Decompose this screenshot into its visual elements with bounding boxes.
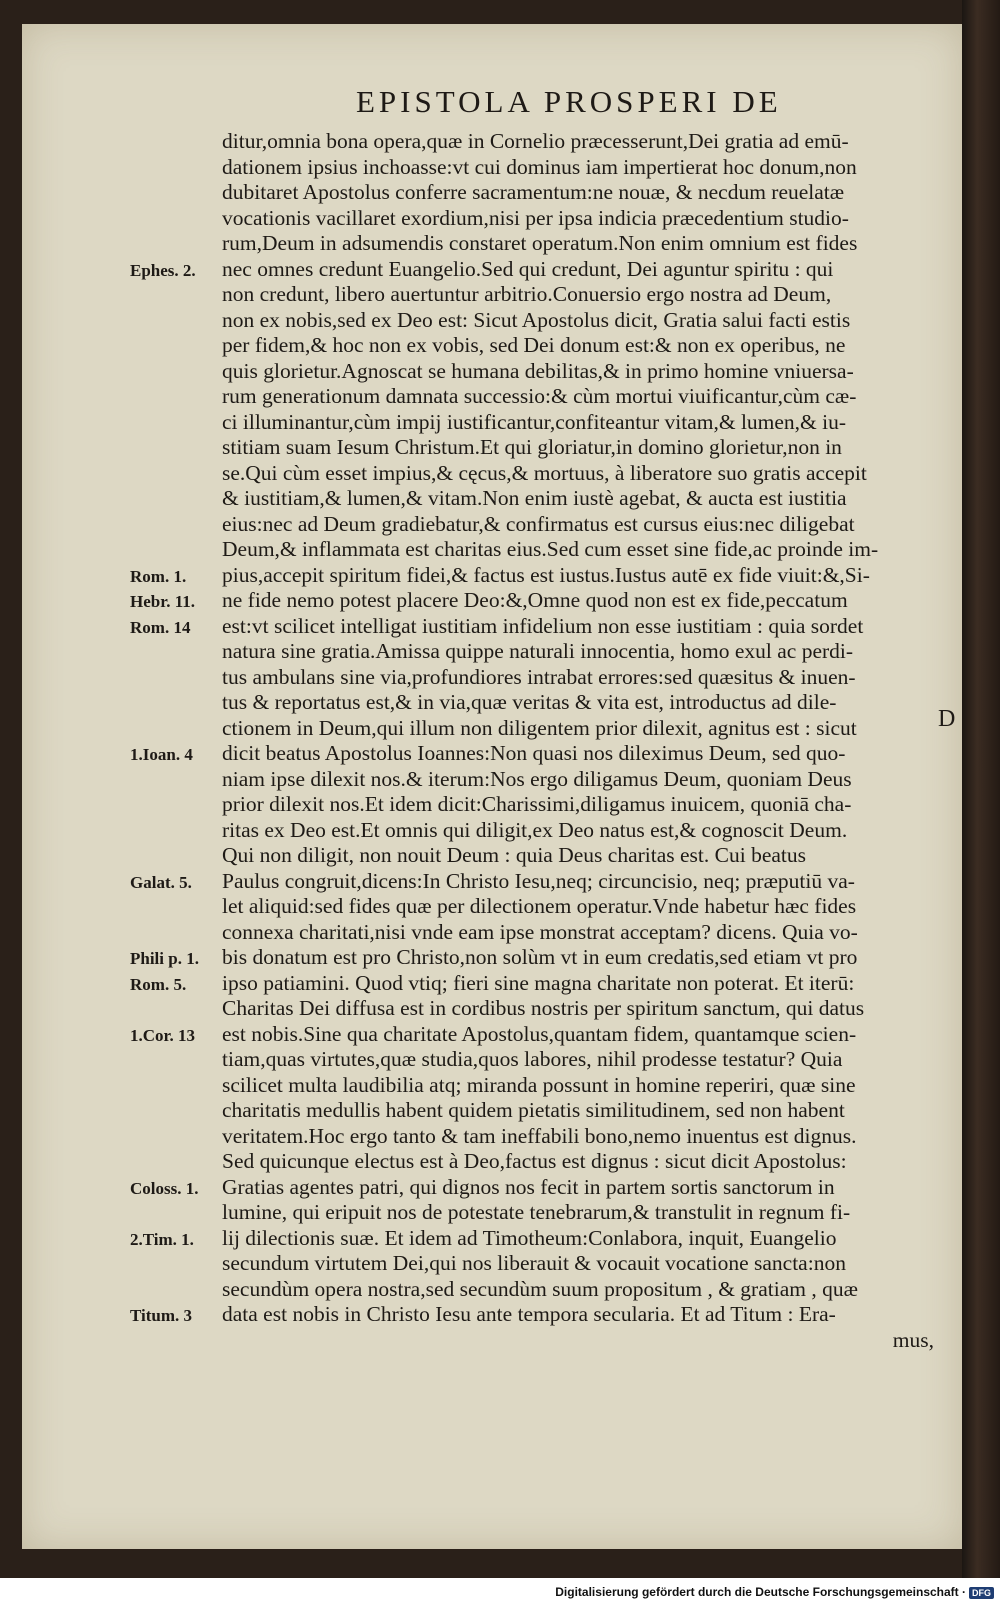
text-line: mus, [892, 1327, 934, 1352]
text-line: Gratias agentes patri, qui dignos nos fecit in partem sortis sanctorum in [222, 1174, 835, 1199]
book-spine [962, 0, 1000, 1578]
text-line: Charitas Dei diffusa est in cordibus nostris per spiritum sanctum, qui datus [222, 996, 865, 1020]
marginal-reference: 1.Cor. 13 [130, 1025, 196, 1045]
text-line: ipso patiamini. Quod vtiq; fieri sine magna charitate non poterat. Et iterū: [222, 970, 855, 995]
text-line: non credunt, libero auertuntur arbitrio.Conuersio ergo nostra ad Deum, [222, 282, 832, 306]
marginal-reference: Rom. 1. [130, 566, 187, 586]
text-line: bis donatum est pro Christo,non solùm vt in eum credatis,sed etiam vt pro [222, 945, 858, 969]
running-head: EPISTOLA PROSPERI DE [356, 84, 782, 119]
text-line: natura sine gratia.Amissa quippe naturali innocentia, homo exul ac perdi- [222, 639, 854, 663]
text-line: per fidem,& hoc non ex vobis, sed Dei donum est:& non ex operibus, ne [222, 333, 846, 357]
marginal-reference: Galat. 5. [130, 872, 192, 892]
marginal-reference: Coloss. 1. [130, 1178, 199, 1198]
text-line: tiam,quas virtutes,quæ studia,quos labores, nihil prodesse testatur? Quia [222, 1047, 843, 1071]
digitization-credit [555, 1585, 994, 1599]
text-line: rum generationum damnata successio:& cùm mortui viuificantur,cùm cæ- [222, 384, 857, 408]
text-line: se.Qui cùm esset impius,& cęcus,& mortuus, à liberatore suo gratis accepit [222, 460, 867, 485]
text-line: dicit beatus Apostolus Ioannes:Non quasi nos dileximus Deum, sed quo- [222, 741, 846, 765]
text-line: Paulus congruit,dicens:In Christo Iesu,neq; circuncisio, neq; præputiū va- [222, 868, 855, 893]
text-line: lij dilectionis suæ. Et idem ad Timotheum:Conlabora, inquit, Euangelio [222, 1225, 837, 1250]
marginal-reference: Rom. 14 [130, 617, 191, 637]
marginal-reference: 1.Ioan. 4 [130, 745, 193, 764]
dfg-logo: DFG [969, 1587, 994, 1599]
text-line: ctionem in Deum,qui illum non diligentem prior dilexit, agnitus est : sicut [222, 715, 857, 740]
body-text [222, 129, 934, 1353]
text-line: eius:nec ad Deum gradiebatur,& confirmatus est cursus eius:nec diligebat [222, 511, 855, 536]
text-line: lumine, qui eripuit nos de potestate tenebrarum,& transtulit in regnum fi- [222, 1200, 851, 1224]
text-line: tus ambulans sine via,profundiores intrabat errores:sed quæsitus & inuen- [222, 664, 856, 689]
text-line: veritatem.Hoc ergo tanto & tam ineffabili bono,nemo inuentus est dignus. [222, 1123, 857, 1148]
marginal-reference: Ephes. 2. [130, 260, 196, 280]
text-line: & iustitiam,& lumen,& vitam.Non enim iustè agebat, & aucta est iustitia [222, 486, 847, 510]
text-line: tus & reportatus est,& in via,quæ veritas & vita est, introductus ad dile- [222, 690, 837, 714]
text-line: stitiam suam Iesum Christum.Et qui gloriatur,in domino glorietur,non in [222, 435, 842, 459]
marginal-reference: Titum. 3 [130, 1306, 193, 1325]
text-line: non ex nobis,sed ex Deo est: Sicut Apostolus dicit, Gratia salui facti estis [222, 307, 851, 332]
text-line: charitatis medullis habent quidem pietatis similitudinem, sed non habent [222, 1098, 845, 1122]
text-line: est:vt scilicet intelligat iustitiam infidelium non esse iustitiam : quia sordet [222, 613, 864, 638]
text-line: quis glorietur.Agnoscat se humana debilitas,& in primo homine vniuersa- [222, 358, 854, 383]
text-line: rum,Deum in adsumendis constaret operatum.Non enim omnium est fides [222, 231, 858, 255]
text-line: ritas ex Deo est.Et omnis qui diligit,ex Deo natus est,& cognoscit Deum. [222, 817, 848, 842]
marginal-reference: 2.Tim. 1. [130, 1229, 194, 1249]
text-line: niam ipse dilexit nos.& iterum:Nos ergo diligamus Deum, quoniam Deus [222, 766, 852, 791]
text-line: dationem ipsius inchoasse:vt cui dominus iam impertierat hoc donum,non [222, 154, 857, 179]
text-line: vocationis vacillaret exordium,nisi per ipsa indicia præcedentium studio- [222, 205, 849, 230]
text-line: prior dilexit nos.Et idem dicit:Charissimi,diligamus inuicem, quoniā cha- [222, 792, 852, 816]
text-line: Deum,& inflammata est charitas eius.Sed cum esset sine fide,ac proinde im- [222, 537, 879, 561]
text-line: secundùm opera nostra,sed secundùm suum propositum , & gratiam , quæ [222, 1276, 858, 1301]
text-line: nec omnes credunt Euangelio.Sed qui credunt, Dei aguntur spiritu : qui [222, 256, 834, 281]
marginal-reference: Hebr. 11. [130, 592, 196, 611]
text-line: pius,accepit spiritum fidei,& factus est iustus.Iustus autē ex fide viuit:&,Si- [222, 562, 870, 587]
text-line: ne fide nemo potest placere Deo:&,Omne quod non est ex fide,peccatum [222, 588, 848, 612]
text-line: let aliquid:sed fides quæ per dilectionem operatur.Vnde habetur hæc fides [222, 894, 857, 918]
text-line: est nobis.Sine qua charitate Apostolus,quantam fidem, quantamque scien- [222, 1021, 857, 1046]
marginal-reference: Phili p. 1. [130, 949, 199, 968]
marginal-reference: Rom. 5. [130, 974, 187, 994]
text-line: ditur,omnia bona opera,quæ in Cornelio præcesserunt,Dei gratia ad emū- [222, 129, 849, 153]
section-letter: D [938, 706, 956, 732]
text-line: ci illuminantur,cùm impij iustificantur,confiteantur vitam,& lumen,& iu- [222, 409, 847, 434]
text-line: Qui non diligit, non nouit Deum : quia Deus charitas est. Cui beatus [222, 843, 807, 867]
credit-text: Digitalisierung gefördert durch die Deutsche Forschungsgemeinschaft · [555, 1585, 966, 1599]
text-line: dubitaret Apostolus conferre sacramentum:ne nouæ, & necdum reuelatæ [222, 180, 845, 204]
text-line: Sed quicunque electus est à Deo,factus est dignus : sicut dicit Apostolus: [222, 1149, 847, 1173]
text-line: connexa charitati,nisi vnde eam ipse monstrat acceptam? dicens. Quia vo- [222, 919, 858, 944]
text-line: data est nobis in Christo Iesu ante tempora secularia. Et ad Titum : Era- [222, 1302, 836, 1326]
text-line: secundum virtutem Dei,qui nos liberauit & vocauit vocatione sancta:non [222, 1251, 846, 1275]
text-line: scilicet multa laudibilia atq; miranda possunt in homine reperiri, quæ sine [222, 1072, 856, 1097]
